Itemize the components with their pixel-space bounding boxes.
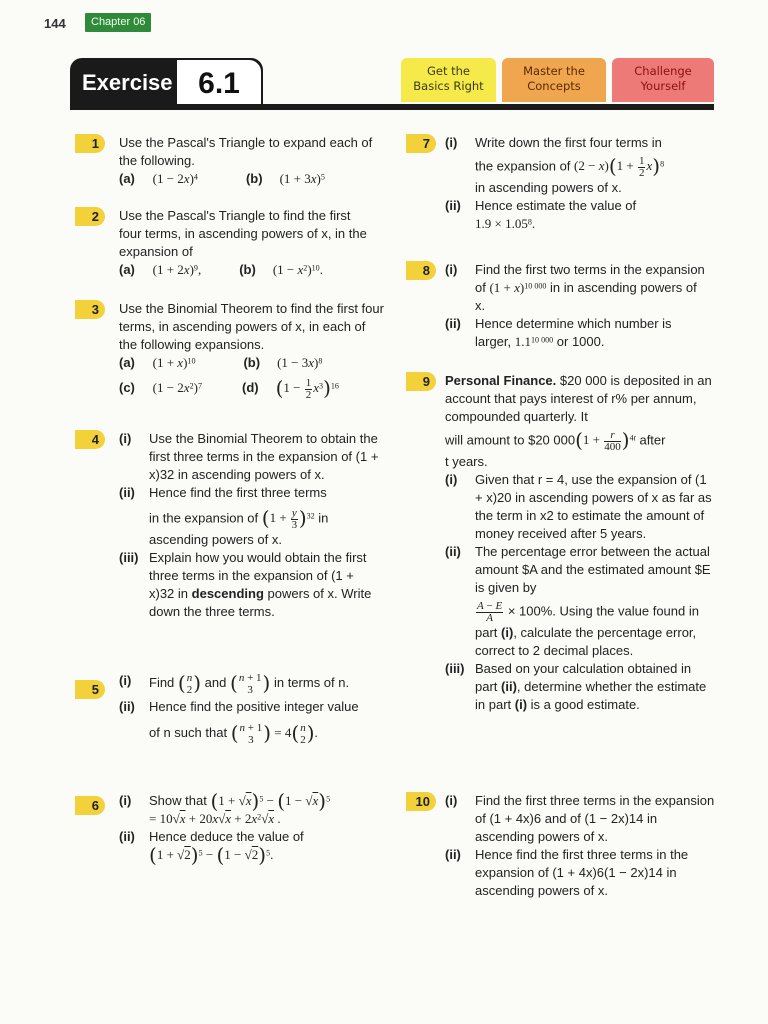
question-number: 7 bbox=[406, 134, 436, 153]
page-number: 144 bbox=[44, 16, 66, 31]
question-9: Personal Finance. $20 000 is deposited in an account that pays interest of r% per annum, compounded quarterly. It will amount to $20 000(1 + $\frac{r}{400}$ )$^{4t}$ after t years. (i) Given that r = 4, use the expansion of (1 + x)20 in ascending powers of x as far as the term in x2 to estimate the amount of money received after 5 years. (ii) The percentage error between the actual amount $A and the estimated amount $E is given by $\frac{A - E}{A}$ × 100%. Using the value found in part (i), calculate the percentage error, correct to 2 decimal places. (iii) Based on your calculation obtained in part (ii), determine whether the estimate in part (i) is a good estimate. bbox=[445, 373, 712, 712]
question-8: (i) Find the first two terms in the expansion of $(1 + x)^{10 000}$ in in ascending powers of x. (ii) Hence determine which number is larger, $1.1^{10 000}$ or 1000. bbox=[445, 262, 705, 349]
question-number: 1 bbox=[75, 134, 105, 153]
header-rule bbox=[70, 104, 714, 110]
question-number: 8 bbox=[406, 261, 436, 280]
question-number: 2 bbox=[75, 207, 105, 226]
exercise-title: Exercise bbox=[82, 70, 173, 95]
question-6: (i) Show that $(1 + √x)^5 - (1 - √x)^5$ = $10√x + 20x√x + 2x^2√x$ . (ii) Hence deduce the value of $(1 + √2)^5 - (1 - √2)^5$. bbox=[119, 789, 331, 867]
question-3: Use the Binomial Theorem to find the first four terms, in ascending powers of x, in each of the following expansions. (a) $(1 + x)^{10}$ (b) $(1 - 3x)^8$ (c) $(1 - 2x^2)^7$ (d) (1 − $\frac{1}{2}$ $x^3)^{16}$ bbox=[119, 301, 384, 401]
question-7: (i) Write down the first four terms in the expansion of (2 − x)(1 + $\frac{1}{2}$ x)$^8$ in ascending powers of x. (ii) Hence estimate the value of $1.9 \times 1.05^8$. bbox=[445, 135, 665, 231]
exercise-number: 6.1 bbox=[175, 58, 263, 108]
difficulty-master: Master the Concepts bbox=[502, 58, 606, 102]
question-1: Use the Pascal's Triangle to expand each of the following. (a) $(1 - 2x)^4$ (b) $(1 + 3x)^5$ bbox=[119, 135, 373, 186]
question-number: 10 bbox=[406, 792, 436, 811]
question-5: (i) Find (n 2) and (n + 1 3 ) in terms of n. (ii) Hence find the positive integer value of n such that (n + 1 3 ) = 4(n 2). bbox=[119, 670, 359, 746]
question-2: Use the Pascal's Triangle to find the first four terms, in ascending powers of x, in the expansion of (a) $(1 + 2x)^9$, (b) $(1 - x^2)^{10}$. bbox=[119, 208, 367, 277]
question-number: 6 bbox=[75, 796, 105, 815]
chapter-tab: Chapter 06 bbox=[85, 13, 151, 32]
difficulty-challenge: Challenge Yourself bbox=[612, 58, 714, 102]
question-4: (i) Use the Binomial Theorem to obtain the first three terms in the expansion of (1 + x)32 in ascending powers of x. (ii) Hence find the first three terms in the expansion of (1 + $\frac{y}{3}$ )$^{32}$ in ascending powers of x. (iii) Explain how you would obtain the first three terms in the expansion of (1 + x)32 in descending powers of x. Write down the three terms. bbox=[119, 431, 379, 619]
question-number: 9 bbox=[406, 372, 436, 391]
question-number: 3 bbox=[75, 300, 105, 319]
question-10: (i) Find the first three terms in the expansion of (1 + 4x)6 and of (1 − 2x)14 in ascending powers of x. (ii) Hence find the first three terms in the expansion of (1 + 4x)6(1 − 2x)14 in ascending powers of x. bbox=[445, 793, 715, 898]
difficulty-basics: Get the Basics Right bbox=[401, 58, 496, 102]
question-number: 4 bbox=[75, 430, 105, 449]
question-number: 5 bbox=[75, 680, 105, 699]
